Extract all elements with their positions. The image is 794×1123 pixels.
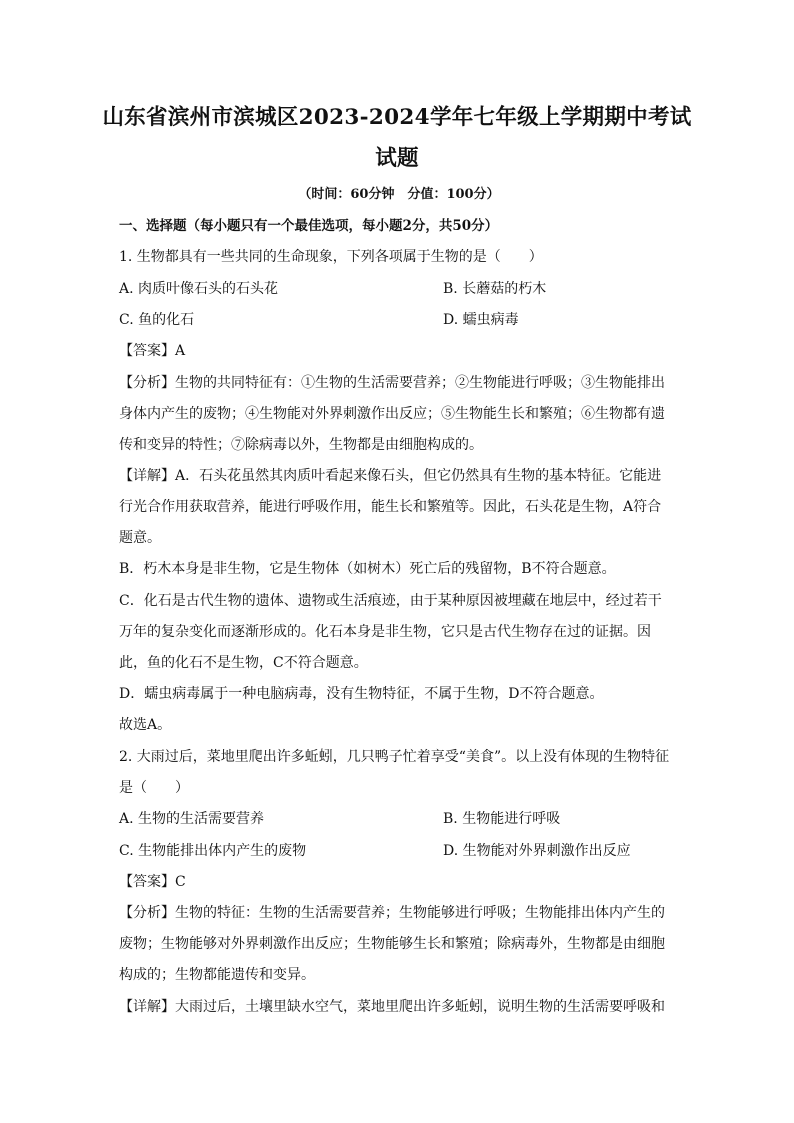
question-1-option-c: C. 鱼的化石 [119,312,195,328]
question-1-analysis-line: 【分析】生物的共同特征有：①生物的生活需要营养；②生物能进行呼吸；③生物能排出 [119,375,665,391]
question-1-analysis-line: 身体内产生的废物；④生物能对外界刺激作出反应；⑤生物能生长和繁殖；⑥生物都有遗 [119,406,665,422]
question-2-option-b: B. 生物能进行呼吸 [443,811,561,827]
question-1-option-b: B. 长蘑菇的朽木 [443,281,547,297]
question-2-analysis-line: 构成的；生物都能遗传和变异。 [119,967,315,983]
section-header: 一、选择题（每小题只有一个最佳选项，每小题2分，共50分） [119,218,499,234]
question-1-detail-line: 此，鱼的化石不是生物，C不符合题意。 [119,655,368,671]
question-1-analysis-line: 传和变异的特性；⑦除病毒以外，生物都是由细胞构成的。 [119,437,483,453]
question-2-detail-line: 【详解】大雨过后，土壤里缺水空气，菜地里爬出许多蚯蚓，说明生物的生活需要呼吸和 [119,999,665,1015]
question-2-answer: 【答案】C [119,874,186,890]
question-2-analysis-line: 【分析】生物的特征：生物的生活需要营养；生物能够进行呼吸；生物能排出体内产生的 [119,905,665,921]
question-1-detail-line: 万年的复杂变化而逐渐形成的。化石本身是非生物，它只是古代生物存在过的证据。因 [119,624,651,640]
document-title-line-2: 试题 [375,146,419,171]
question-1-detail-line: 故选A。 [119,717,172,733]
question-2-stem-line-1: 2. 大雨过后，菜地里爬出许多蚯蚓，几只鸭子忙着享受“美食”。以上没有体现的生物特征 [119,749,670,765]
question-1-detail-line: 【详解】A．石头花虽然其肉质叶看起来像石头，但它仍然具有生物的基本特征。它能进 [119,468,662,484]
question-1-detail-line: B．朽木本身是非生物，它是生物体（如树木）死亡后的残留物，B不符合题意。 [119,561,616,577]
question-2-analysis-line: 废物；生物能够对外界刺激作出反应；生物能够生长和繁殖；除病毒外，生物都是由细胞 [119,936,665,952]
question-2-option-d: D. 生物能对外界刺激作出反应 [443,843,631,859]
question-1-stem: 1. 生物都具有一些共同的生命现象，下列各项属于生物的是（ ） [119,249,543,265]
question-1-answer: 【答案】A [119,343,186,359]
question-1-option-a: A. 肉质叶像石头的石头花 [119,281,279,297]
question-1-detail-line: D．蠕虫病毒属于一种电脑病毒，没有生物特征，不属于生物，D不符合题意。 [119,686,604,702]
question-2-option-c: C. 生物能排出体内产生的废物 [119,843,307,859]
question-2-option-a: A. 生物的生活需要营养 [119,811,265,827]
question-2-stem-line-2: 是（ ） [119,780,189,796]
document-title-line-1: 山东省滨州市滨城区2023-2024学年七年级上学期期中考试 [102,105,692,130]
question-1-detail-line: C．化石是古代生物的遗体、遗物或生活痕迹，由于某种原因被埋藏在地层中，经过若干 [119,593,662,609]
question-1-detail-line: 题意。 [119,530,161,546]
exam-info: （时间：60分钟 分值：100分） [298,187,500,202]
question-1-option-d: D. 蠕虫病毒 [443,312,519,328]
question-1-detail-line: 行光合作用获取营养，能进行呼吸作用，能生长和繁殖等。因此，石头花是生物，A符合 [119,499,662,515]
